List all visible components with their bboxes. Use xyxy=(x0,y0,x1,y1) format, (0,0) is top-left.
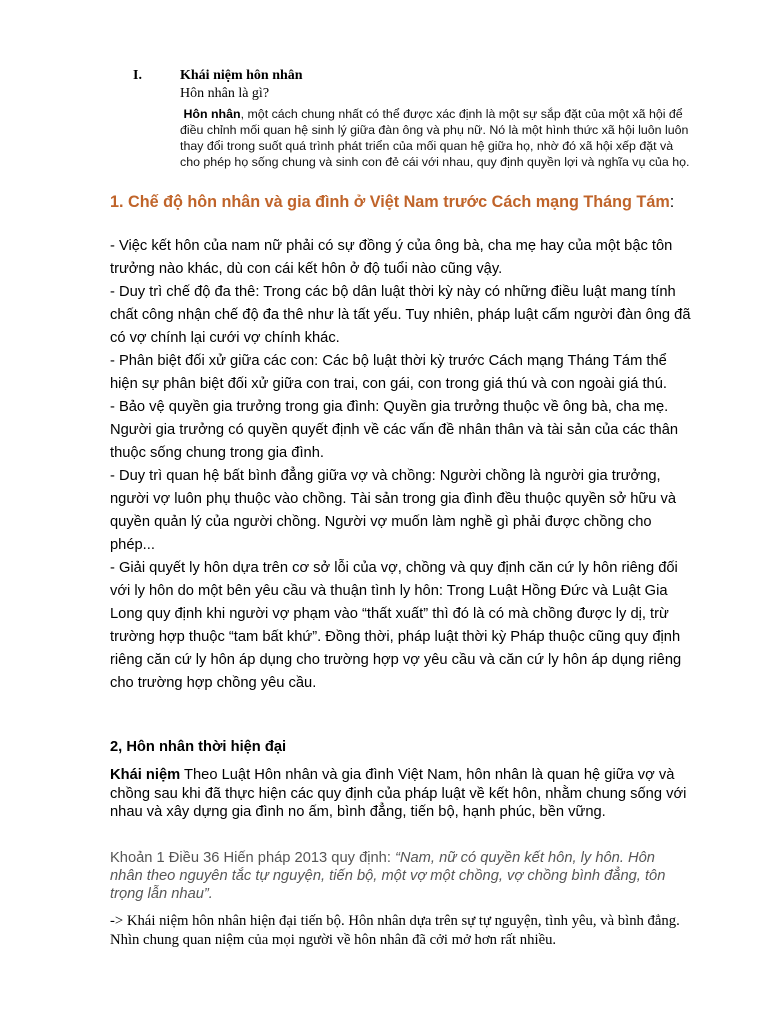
constitution-lead: Khoản 1 Điều 36 Hiến pháp 2013 quy định: xyxy=(110,850,395,866)
section-1-title xyxy=(110,193,700,212)
paragraph: - Phân biệt đối xử giữa các con: Các bộ luật thời kỳ trước Cách mạng Tháng Tám thể hiện sự phân biệt đối xử giữa con trai, con gái, con trong giá thú và con ngoài giá thú. xyxy=(110,353,667,392)
section-2-title: 2, Hôn nhân thời hiện đại xyxy=(110,739,287,755)
marriage-definition xyxy=(180,106,695,170)
section-1-title-text: 1. Chế độ hôn nhân và gia đình ở Việt Nam trước Cách mạng Tháng Tám xyxy=(110,193,670,211)
concept-term: Khái niệm xyxy=(110,767,181,783)
conclusion: -> Khái niệm hôn nhân hiện đại tiến bộ. Hôn nhân dựa trên sự tự nguyện, tình yêu, và bình đẳng. Nhìn chung quan niệm của mọi người về hôn nhân đã cởi mở hơn rất nhiều. xyxy=(110,913,680,948)
definition-term: Hôn nhân xyxy=(183,107,241,121)
paragraph: - Duy trì chế độ đa thê: Trong các bộ dân luật thời kỳ này có những điều luật mang tính chất công nhận chế độ đa thê như là tất yếu. Tuy nhiên, pháp luật cấm người đàn ông đã có vợ chính lại cưới vợ chính khác. xyxy=(110,284,691,346)
paragraph: - Việc kết hôn của nam nữ phải có sự đồng ý của ông bà, cha mẹ hay của một bậc tôn trưởng nào khác, dù con cái kết hôn ở độ tuổi nào cũng vậy. xyxy=(110,238,673,277)
paragraph: - Duy trì quan hệ bất bình đẳng giữa vợ và chồng: Người chồng là người gia trưởng, người vợ luôn phụ thuộc vào chồng. Tài sản trong gia đình đều thuộc quyền sở hữu và quyền quản lý của người chồng. Người vợ muốn làm nghề gì phải được chồng cho phép... xyxy=(110,468,676,553)
concept-text: Theo Luật Hôn nhân và gia đình Việt Nam, hôn nhân là quan hệ giữa vợ và chồng sau khi đã thực hiện các quy định của pháp luật về kết hôn, nhằm chung sống với nhau và xây dựng gia đình no ấm, bình đẳng, tiến bộ, hạnh phúc, bền vững. xyxy=(110,767,687,820)
paragraph: - Bảo vệ quyền gia trưởng trong gia đình: Quyền gia trưởng thuộc về ông bà, cha mẹ. Người gia trưởng có quyền quyết định về các vấn đề nhân thân và tài sản của các thân thuộc sống chung trong gia đình. xyxy=(110,399,679,461)
section-1-paragraphs xyxy=(110,235,695,695)
definition-text: , một cách chung nhất có thể được xác định là một sự sắp đặt của một xã hội để điều chỉnh mối quan hệ sinh lý giữa đàn ông và phụ nữ. Nó là một hình thức xã hội luôn luôn thay đổi trong suốt quá trình phát triển của mối quan hệ giữa họ, nhờ đó xã hội xếp đặt và cho phép họ sống chung và sinh con đẻ cái với nhau, quy định quyền lợi và nghĩa vụ của họ. xyxy=(180,107,690,170)
modern-concept xyxy=(110,766,695,822)
section-i-question: Hôn nhân là gì? xyxy=(180,86,270,101)
constitution-quote xyxy=(110,849,690,903)
section-i-heading: Khái niệm hôn nhân xyxy=(180,68,303,83)
constitution-quote-text: “Nam, nữ có quyền kết hôn, ly hôn. Hôn nhân theo nguyên tắc tự nguyện, tiến bộ, một vợ một chồng, vợ chồng bình đẳng, tôn trọng lẫn nhau”. xyxy=(110,850,666,902)
section-1-title-colon: : xyxy=(669,193,675,211)
paragraph: - Giải quyết ly hôn dựa trên cơ sở lỗi của vợ, chồng và quy định căn cứ ly hôn riêng đối với ly hôn do một bên yêu cầu và thuận tình ly hôn: Trong Luật Hồng Đức và Luật Gia Long quy định khi người vợ phạm vào “thất xuất” thì đó là có mà chồng được ly dị, trừ trường hợp thuộc “tam bất khứ”. Đồng thời, pháp luật thời kỳ Pháp thuộc cũng quy định riêng căn cứ ly hôn áp dụng cho trường hợp vợ yêu cầu và căn cứ ly hôn áp dụng riêng cho trường hợp chồng yêu cầu. xyxy=(110,560,682,691)
section-i-numeral: I. xyxy=(133,68,142,83)
